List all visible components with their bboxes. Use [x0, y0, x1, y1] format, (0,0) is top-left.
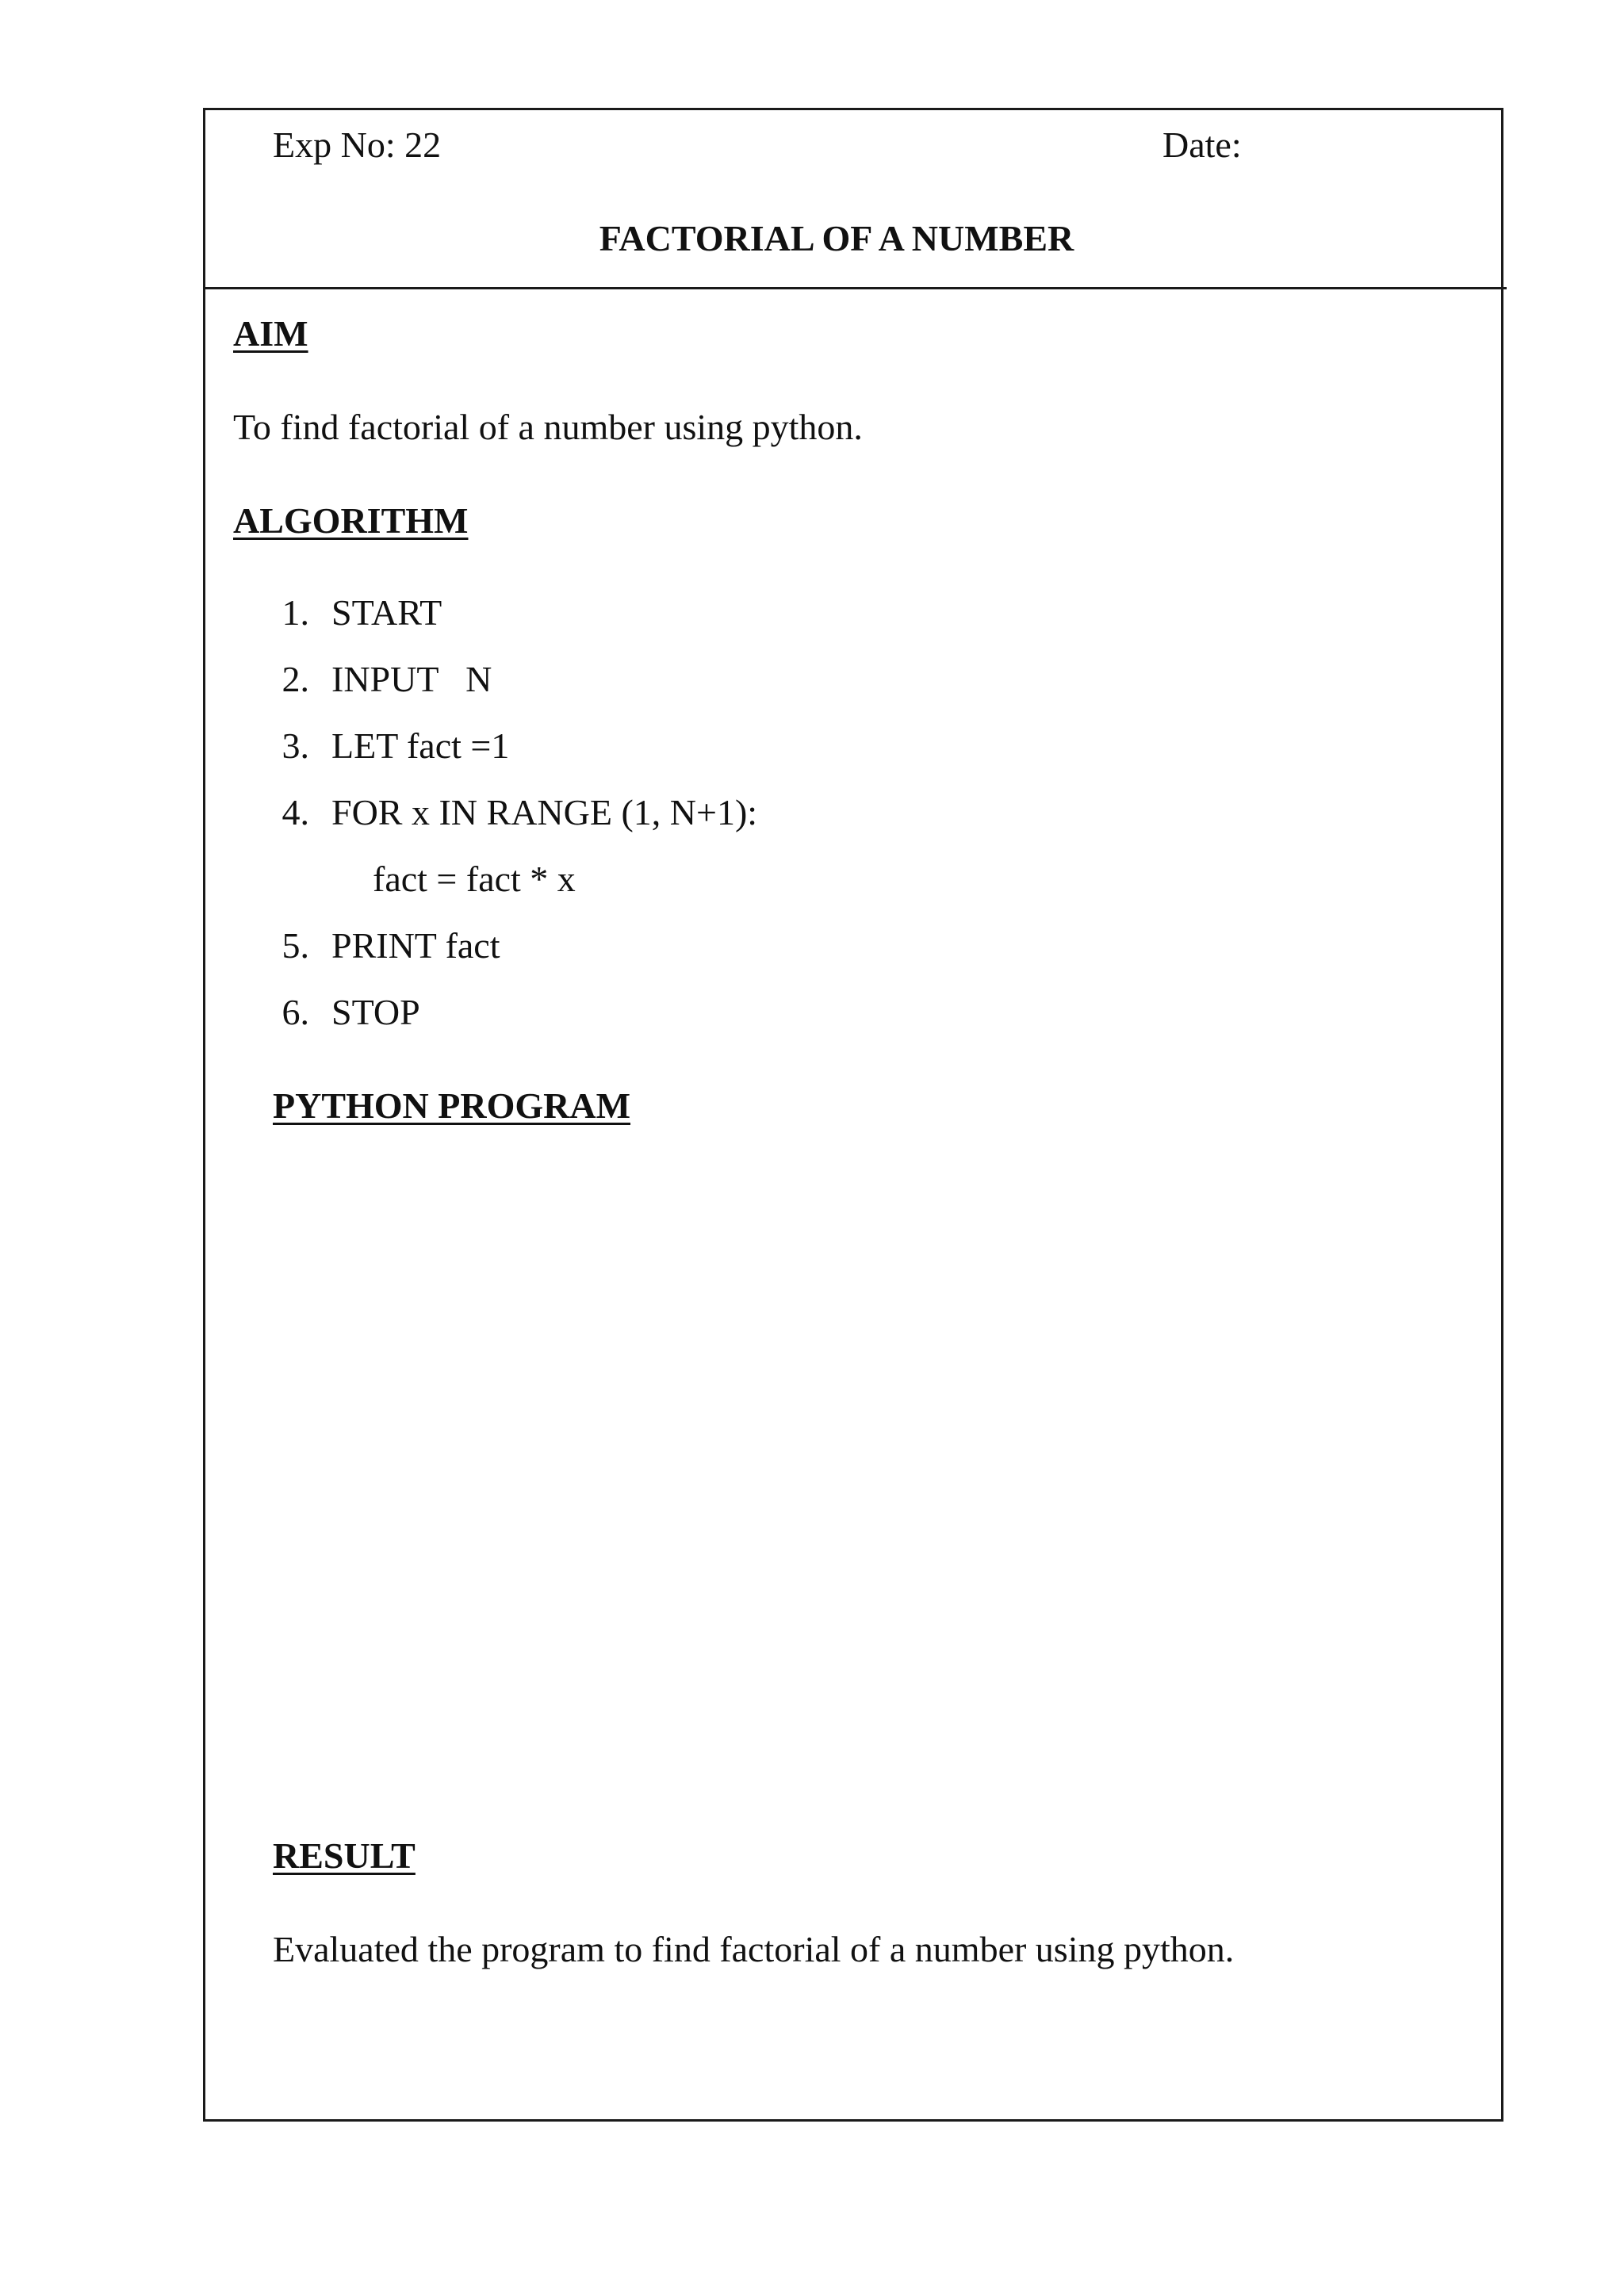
step-text: STOP	[331, 992, 420, 1032]
python-program-heading: PYTHON PROGRAM	[273, 1085, 631, 1126]
step-number: 6.	[282, 992, 309, 1032]
step-number: 5.	[282, 925, 309, 966]
result-heading: RESULT	[273, 1835, 416, 1876]
step-number: 2.	[282, 659, 309, 699]
exp-number: Exp No: 22	[273, 124, 442, 165]
step-text: fact = fact * x	[373, 859, 576, 899]
step-text: START	[331, 592, 442, 633]
step-text: LET fact =1	[331, 725, 510, 766]
step-text: PRINT fact	[331, 925, 500, 966]
step-number: 4.	[282, 792, 309, 832]
aim-heading: AIM	[233, 313, 308, 354]
step-number: 3.	[282, 725, 309, 766]
date-label: Date:	[1162, 124, 1242, 165]
step-number: 1.	[282, 592, 309, 633]
step-text: INPUT N	[331, 659, 492, 699]
algorithm-heading: ALGORITHM	[233, 500, 469, 541]
result-text: Evaluated the program to find factorial of a number using python.	[273, 1929, 1235, 1969]
page-title: FACTORIAL OF A NUMBER	[599, 218, 1074, 258]
step-text: FOR x IN RANGE (1, N+1):	[331, 792, 758, 832]
aim-text: To find factorial of a number using python.	[233, 407, 863, 447]
